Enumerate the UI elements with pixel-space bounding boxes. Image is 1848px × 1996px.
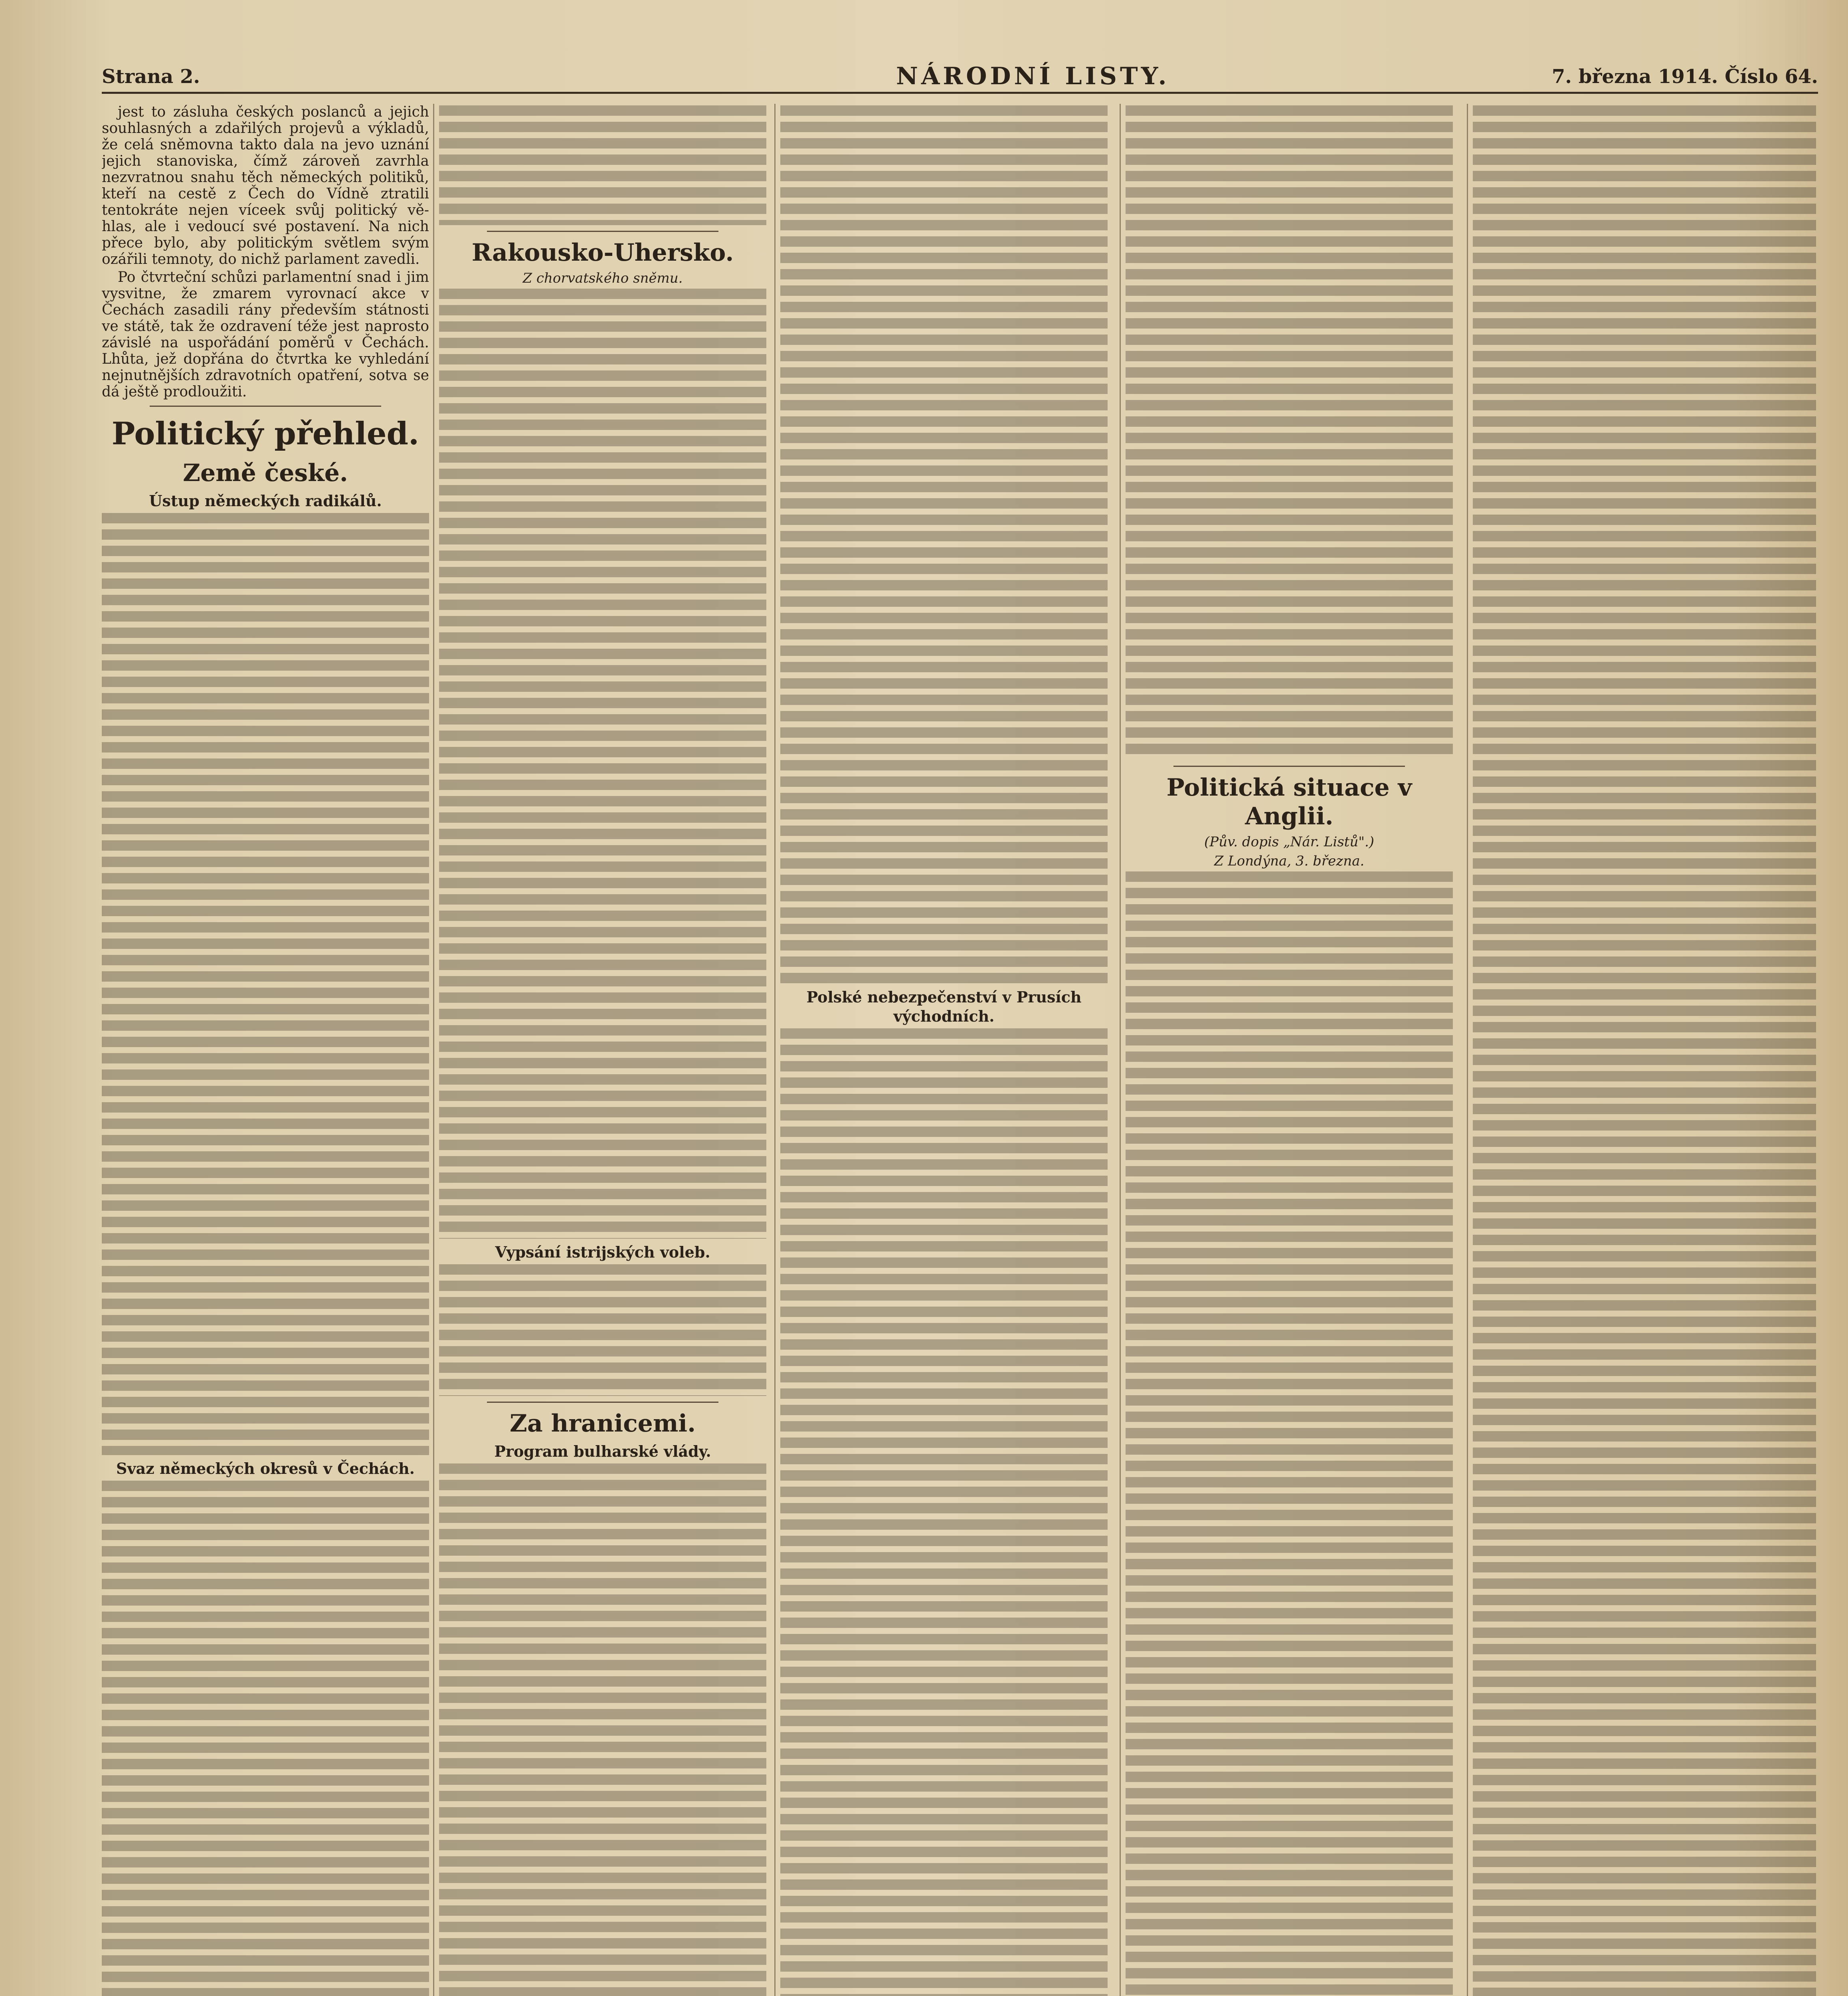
article-body-text [780, 105, 1108, 984]
article-body-text [102, 1481, 429, 1996]
section-heading: Politický přehled. [111, 416, 419, 452]
source-note: (Pův. dopis „Nár. Listů".) [1204, 834, 1374, 850]
column-1 [102, 104, 429, 1996]
article-title: Vypsání istrijských voleb. [495, 1243, 710, 1261]
article-body-text [1126, 871, 1453, 1996]
section-heading: Rakousko-Uhersko. [471, 239, 734, 267]
divider [150, 406, 381, 407]
column-rule [433, 104, 434, 1996]
page-label: Strana 2. [102, 65, 200, 88]
section-heading: Politická situace v Anglii. [1166, 774, 1412, 830]
article-body-text [780, 1028, 1108, 1996]
column-rule [1467, 104, 1468, 1996]
article-body-text [439, 289, 766, 1239]
article-body-text [439, 105, 766, 225]
article-title: Z chorvatského sněmu. [522, 270, 683, 286]
column-rule [774, 104, 776, 1996]
paper-title: NÁRODNÍ LISTY. [896, 62, 1170, 90]
article-title: Polské nebezpečenství v Prusích východních. [806, 988, 1082, 1025]
article-title: Svaz německých okresů v Čechách. [116, 1459, 415, 1477]
article-body-text [102, 513, 429, 1455]
divider [1173, 766, 1405, 767]
subsection-heading: Země české. [183, 459, 348, 487]
article-body-text [439, 1264, 766, 1396]
masthead [102, 60, 1818, 94]
divider [487, 231, 718, 232]
date-issue: 7. března 1914. Číslo 64. [1551, 65, 1818, 88]
article-paragraph: jest to zásluha českých poslanců a jejich souhlasných a zdařilých projevů a výkladů, že celá sněmovna takto dala na jevo uznání jejich stanoviska, čímž zároveň zavrhla nezvratnou snahu těch německých politiků, kteří na cestě z Čech do Vídně ztratili tentokráte nejen víceek svůj politický vě- hlas, ale i vedoucí své postavení. Na nich přece bylo, aby politickým světlem svým ozářili temnoty, do nichž parlament zavedli. [102, 104, 429, 267]
column-3 [780, 104, 1108, 1996]
column-2 [439, 104, 766, 1996]
dateline: Z Londýna, 3. března. [1214, 853, 1365, 869]
article-body-text [439, 1463, 766, 1996]
article-body-text [1473, 105, 1816, 1996]
section-heading: Za hranicemi. [510, 1410, 696, 1438]
column-4 [1126, 104, 1453, 1996]
column-rule [1120, 104, 1121, 1996]
column-5 [1473, 104, 1816, 1996]
article-title: Program bulharské vlády. [494, 1442, 711, 1460]
article-title: Ústup německých radikálů. [149, 492, 382, 510]
article-paragraph: Po čtvrteční schůzi parlamentní snad i jim vysvitne, že zmarem vyrovnací akce v Čechách zasadili rány především státnosti ve státě, tak že ozdravení téže jest naprosto závislé na uspořádání poměrů v Čechách. Lhůta, jež dopřána do čtvrtka ke vyhledání nejnutnějších zdravotních opatření, sotva se dá ještě prodloužiti. [102, 269, 429, 400]
article-body-text [1126, 105, 1453, 760]
divider [487, 1402, 718, 1403]
